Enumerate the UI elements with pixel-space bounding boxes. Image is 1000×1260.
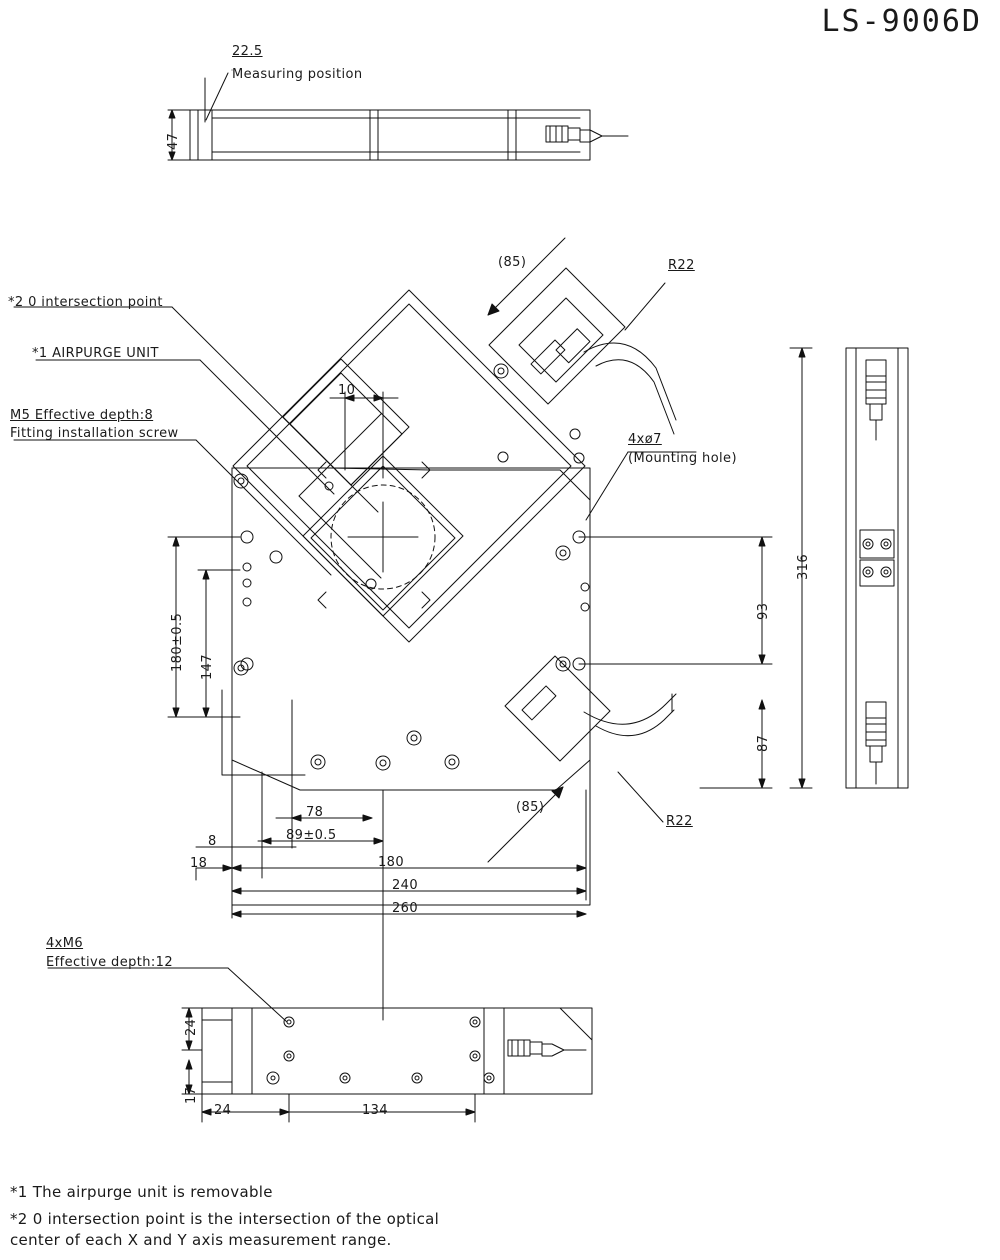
dim-78: 78 [306,805,324,820]
dim-180: 180 [378,855,405,870]
dim-93: 93 [756,602,771,620]
radius-r22-bottom: R22 [666,814,693,829]
dim-260: 260 [392,901,419,916]
dim-22-5: 22.5 [232,44,263,59]
footnote-1: *1 The airpurge unit is removable [10,1183,273,1201]
dim-10: 10 [338,383,356,398]
drawing-title: LS-9006D [821,4,982,39]
dim-18: 18 [190,856,208,871]
radius-r22-top: R22 [668,258,695,273]
note-zero-intersection: *2 0 intersection point [8,295,163,310]
dim-8: 8 [208,834,217,849]
dim-17: 17 [184,1086,199,1104]
bottom-view-geometry [48,968,592,1122]
front-view-geometry [222,268,677,905]
dim-147: 147 [200,653,215,680]
dim-316: 316 [796,553,811,580]
dim-87: 87 [756,734,771,752]
footnote-2-cont: center of each X and Y axis measurement range. [10,1231,392,1249]
right-side-view-geometry [846,348,908,788]
footnote-2: *2 0 intersection point is the intersection of the optical [10,1210,440,1228]
dim-240: 240 [392,878,419,893]
note-4xm6: 4xM6 [46,936,84,951]
dim-24-vertical: 24 [184,1018,199,1036]
note-airpurge-unit: *1 AIRPURGE UNIT [32,346,159,361]
dim-24: 24 [214,1103,232,1118]
note-effective-depth-12: Effective depth:12 [46,955,174,970]
dim-180-pm05: 180±0.5 [170,612,185,672]
mounting-hole-size: 4xø7 [628,432,662,447]
top-view-geometry [168,70,628,160]
dim-85-bottom: (85) [516,800,545,815]
dim-134: 134 [362,1103,389,1118]
dim-47: 47 [166,132,181,150]
dim-85-top: (85) [498,255,527,270]
dim-89-pm05: 89±0.5 [286,828,337,843]
note-m5-depth: M5 Effective depth:8 [10,408,154,423]
note-fitting-screw: Fitting installation screw [10,426,179,441]
measuring-position-label: Measuring position [232,67,363,82]
mounting-hole-label: (Mounting hole) [628,451,737,466]
